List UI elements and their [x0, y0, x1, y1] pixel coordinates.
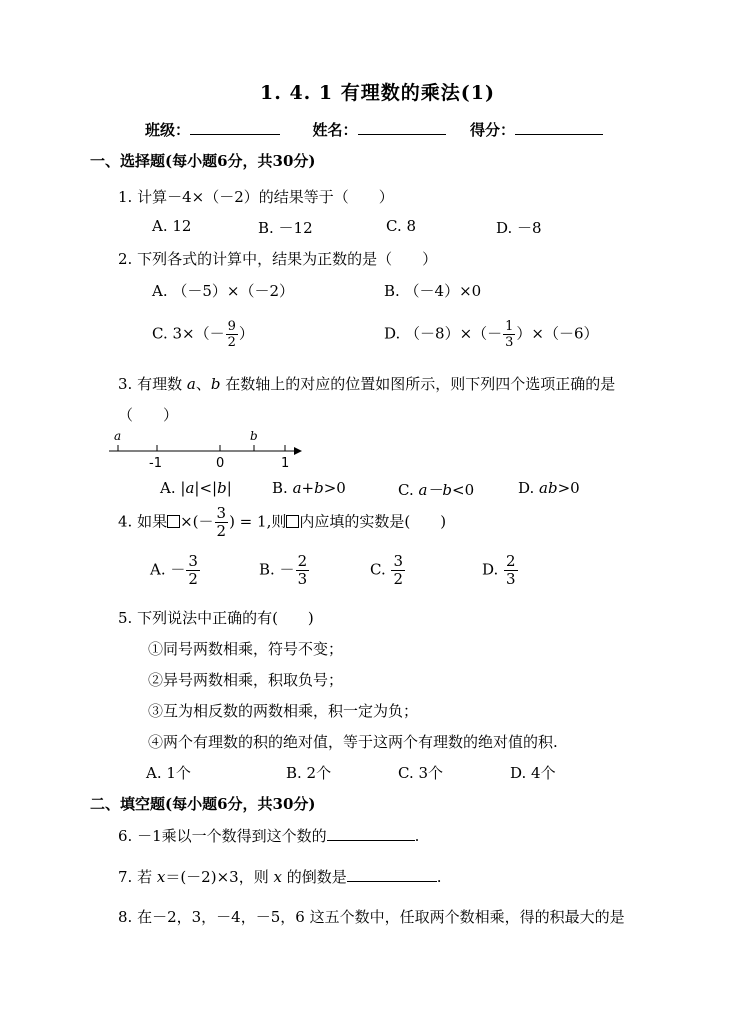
q4-b-prefix: B. － [259, 560, 295, 579]
q1-option-d[interactable]: D. －8 [496, 219, 542, 237]
q7-var-x2: x [273, 868, 282, 886]
q3-c-prefix: C. [398, 481, 419, 499]
q3-answer-paren: （ ） [118, 406, 179, 424]
q2-d-fraction [503, 320, 515, 349]
q5-statement-2: ②异号两数相乘，积取负号； [148, 671, 344, 689]
q3-stem-part1: 3. 有理数 [118, 375, 187, 393]
q3-option-d[interactable] [518, 479, 580, 497]
section-heading-fill: 二、填空题(每小题6分，共30分) [90, 795, 316, 813]
q5-option-b[interactable]: B. 2个 [286, 764, 332, 782]
numline-label-b: b [250, 429, 258, 443]
q4-stem-part2: ×(－ [180, 512, 214, 531]
page-title: 1. 4. 1 有理数的乘法(1) [260, 82, 495, 104]
q1-option-b[interactable]: B. －12 [258, 219, 313, 237]
q3-option-b[interactable] [272, 479, 346, 497]
name-blank[interactable] [358, 120, 446, 135]
q5-option-a[interactable]: A. 1个 [146, 764, 191, 782]
class-label: 班级： [145, 121, 191, 139]
q2-option-b[interactable]: B. （－4）×0 [384, 282, 482, 300]
q3-b-expr: a+b [292, 479, 324, 497]
q2-option-c[interactable] [152, 320, 254, 349]
q3-b-prefix: B. [272, 479, 293, 497]
q4-option-b[interactable] [259, 554, 310, 587]
q5-statement-4: ④两个有理数的积的绝对值，等于这两个有理数的绝对值的积. [148, 733, 558, 751]
q2-d-suffix: ）×（－6） [516, 324, 599, 343]
q6-answer-blank[interactable] [327, 826, 415, 841]
class-blank[interactable] [190, 120, 280, 135]
q3-a-var1: a [185, 479, 195, 497]
q5-option-c[interactable]: C. 3个 [398, 764, 444, 782]
question-2-stem: 2. 下列各式的计算中，结果为正数的是（ ） [118, 250, 438, 268]
q5-statement-1: ①同号两数相乘，符号不变； [148, 640, 344, 658]
q3-stem-part2: 在数轴上的对应的位置如图所示，则下列四个选项正确的是 [220, 375, 616, 393]
q3-var-b: b [210, 375, 221, 393]
q4-blank-box-2 [286, 515, 299, 528]
q4-d-prefix: D. [482, 560, 504, 579]
q7-answer-blank[interactable] [347, 867, 437, 882]
q4-c-numerator: 3 [393, 552, 404, 570]
q4-denominator: 2 [216, 522, 227, 540]
q7-stem-part1: 7. 若 [118, 868, 157, 886]
q2-c-denominator: 2 [227, 335, 236, 350]
question-4-stem [118, 506, 446, 539]
q4-stem-part4: 内应填的实数是( ) [299, 512, 447, 531]
q3-b-suffix: >0 [323, 479, 346, 497]
q3-var-a: a [186, 375, 196, 393]
q4-a-fraction [186, 554, 200, 587]
q1-option-c[interactable]: C. 8 [386, 217, 417, 235]
q4-option-d[interactable] [482, 554, 519, 587]
q1-option-a[interactable]: A. 12 [152, 217, 192, 235]
q4-a-numerator: 3 [188, 552, 198, 570]
q3-sep: 、 [195, 375, 211, 393]
q7-stem-part3: 的倒数是 [281, 868, 347, 886]
q5-statement-3: ③互为相反数的两数相乘，积一定为负； [148, 702, 419, 720]
numline-text-1: 1 [281, 456, 290, 471]
numline-text-0: 0 [216, 456, 225, 471]
q2-c-prefix: C. 3×（－ [152, 324, 225, 343]
q4-d-numerator: 2 [506, 552, 516, 570]
q4-b-denominator: 3 [297, 570, 308, 588]
q3-d-expr: ab [539, 479, 558, 497]
q3-a-prefix: A. | [160, 479, 186, 497]
score-label: 得分： [469, 121, 515, 139]
number-line [105, 426, 310, 471]
q2-c-suffix: ） [238, 324, 254, 343]
q7-var-x: x [156, 868, 166, 886]
q2-option-a[interactable]: A. （－5）×（－2） [152, 282, 295, 300]
header-fields [145, 119, 603, 140]
q4-c-prefix: C. [370, 560, 391, 579]
numline-arrow [294, 447, 302, 455]
q6-stem: 6. －1乘以一个数得到这个数的 [118, 827, 327, 845]
q2-d-denominator: 3 [505, 335, 514, 350]
q5-option-d[interactable]: D. 4个 [510, 764, 556, 782]
q2-d-numerator: 1 [505, 319, 514, 334]
q3-a-suffix: | [226, 479, 232, 497]
q4-stem-part1: 4. 如果 [118, 512, 168, 531]
q4-b-fraction [296, 554, 310, 587]
q3-option-c[interactable] [398, 479, 474, 500]
numline-text-neg1: -1 [149, 456, 162, 471]
q3-d-suffix: >0 [557, 479, 580, 497]
q2-d-prefix: D. （－8）×（－ [384, 324, 503, 343]
q3-d-prefix: D. [518, 479, 540, 497]
numline-label-a: a [114, 429, 122, 443]
q4-fraction [215, 506, 229, 539]
score-blank[interactable] [515, 120, 603, 135]
q2-c-fraction [226, 320, 238, 349]
q3-a-var2: b [217, 479, 227, 497]
q4-numerator: 3 [216, 504, 227, 522]
question-6 [118, 825, 419, 846]
q4-option-c[interactable] [370, 554, 406, 587]
q4-a-prefix: A. － [150, 560, 186, 579]
name-label: 姓名： [312, 121, 358, 139]
q2-option-d[interactable] [384, 320, 599, 349]
q3-a-mid: |<| [194, 479, 218, 497]
q4-c-fraction [391, 554, 405, 587]
question-1-stem: 1. 计算－4×（－2）的结果等于（ ） [118, 188, 394, 206]
q4-d-denominator: 3 [506, 570, 516, 588]
question-3-stem [118, 373, 615, 394]
q3-c-expr: a－b [418, 481, 453, 499]
q3-c-suffix: <0 [452, 481, 475, 499]
question-7 [118, 866, 442, 887]
q6-end: . [414, 827, 420, 845]
q2-c-numerator: 9 [227, 319, 236, 334]
q4-blank-box [167, 515, 180, 528]
q4-d-fraction [504, 554, 518, 587]
q4-c-denominator: 2 [393, 570, 404, 588]
question-5-stem: 5. 下列说法中正确的有( ) [118, 609, 314, 627]
q7-stem-part2: ＝(－2)×3，则 [165, 868, 274, 886]
q4-option-a[interactable] [150, 554, 201, 587]
q7-end: . [436, 868, 442, 886]
q4-a-denominator: 2 [188, 570, 198, 588]
question-8-stem: 8. 在－2，3，－4，－5，6 这五个数中，任取两个数相乘，得的积最大的是 [118, 908, 625, 926]
section-heading-choice: 一、选择题(每小题6分，共30分) [90, 152, 316, 170]
q3-option-a[interactable] [160, 479, 232, 497]
q4-b-numerator: 2 [297, 552, 308, 570]
q4-stem-part3: ) = 1,则 [229, 512, 287, 531]
